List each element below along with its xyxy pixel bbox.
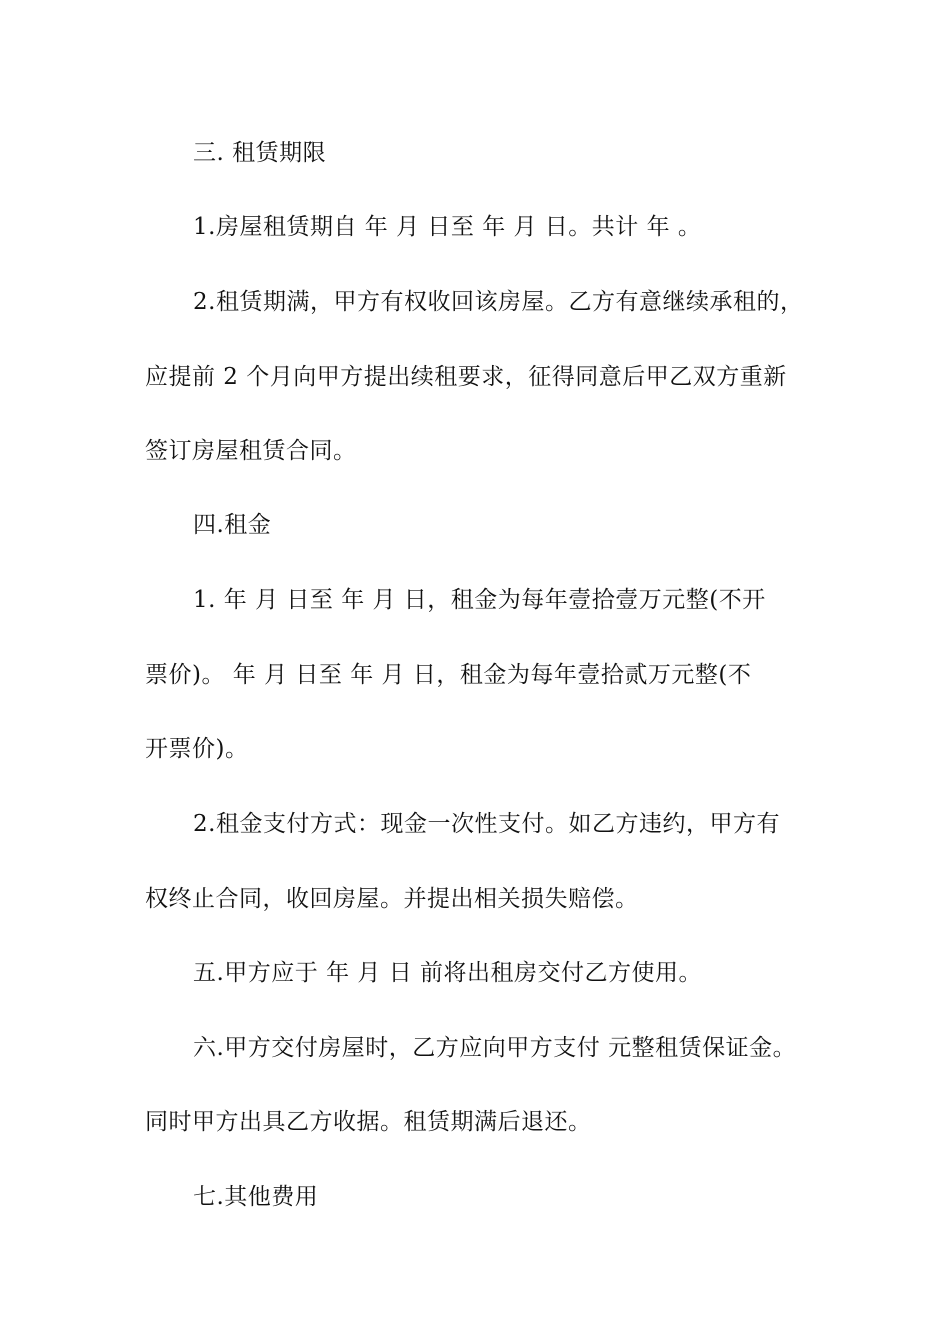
paragraph-line: 应提前 2 个月向甲方提出续租要求，征得同意后甲乙双方重新 — [145, 364, 787, 390]
paragraph-line: 2.租金支付方式：现金一次性支付。如乙方违约，甲方有 — [193, 811, 780, 837]
paragraph-line: 1. 年 月 日至 年 月 日，租金为每年壹拾壹万元整(不开 — [193, 587, 766, 613]
section-heading-lease-term: 三. 租赁期限 — [193, 140, 327, 166]
paragraph-line: 同时甲方出具乙方收据。租赁期满后退还。 — [145, 1109, 592, 1135]
section-heading-delivery: 五.甲方应于 年 月 日 前将出租房交付乙方使用。 — [193, 960, 703, 986]
paragraph-line: 票价)。 年 月 日至 年 月 日，租金为每年壹拾贰万元整(不 — [145, 662, 752, 688]
paragraph-line: 签订房屋租赁合同。 — [145, 438, 357, 464]
paragraph-line: 2.租赁期满，甲方有权收回该房屋。乙方有意继续承租的， — [193, 289, 804, 315]
paragraph-line: 1.房屋租赁期自 年 月 日至 年 月 日。共计 年 。 — [193, 214, 702, 240]
section-heading-rent: 四.租金 — [193, 512, 272, 538]
section-heading-deposit: 六.甲方交付房屋时，乙方应向甲方支付 元整租赁保证金。 — [193, 1035, 797, 1061]
paragraph-line: 权终止合同，收回房屋。并提出相关损失赔偿。 — [145, 886, 639, 912]
paragraph-line: 开票价)。 — [145, 736, 249, 762]
section-heading-other-fees: 七.其他费用 — [193, 1184, 319, 1210]
